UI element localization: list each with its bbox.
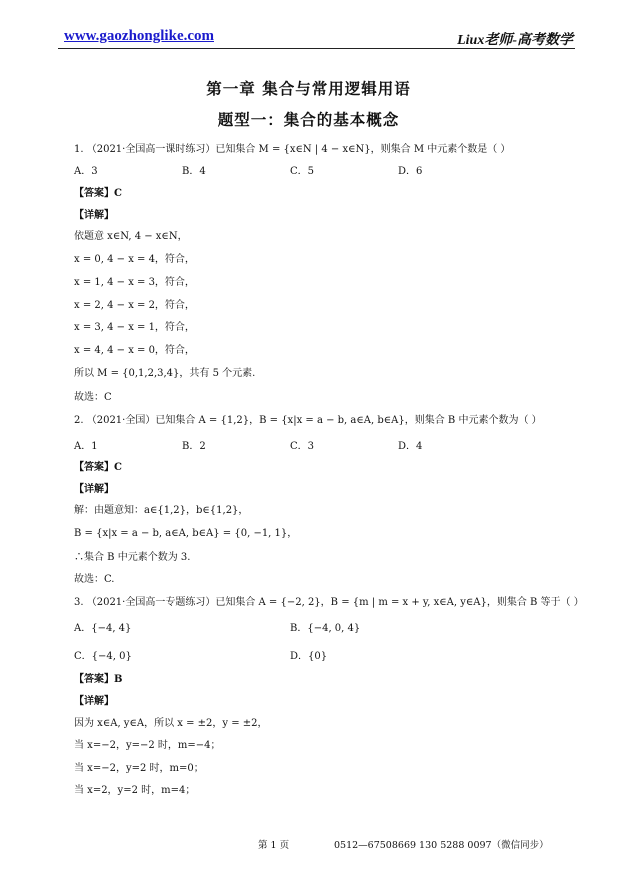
q3-line: 当 x=−2，y=−2 时，m=−4； <box>74 740 221 751</box>
q2-line: 解：由题意知：a∈{1,2}，b∈{1,2}， <box>74 505 249 516</box>
header-brand: Liux老师-高考数学 <box>457 33 573 48</box>
q3-answer: 【答案】B <box>74 674 123 685</box>
contact-phone: 0512—67508669 130 5288 0097（微信同步） <box>334 840 549 851</box>
q2-detail-label: 【详解】 <box>74 484 114 495</box>
q1-option-c: C．5 <box>290 166 315 177</box>
q3-stem: 3. （2021·全国高一专题练习）已知集合 A = {−2, 2}，B = {m | m = x + y, x∈A, y∈A}，则集合 B 等于（ ） <box>74 597 584 608</box>
q2-option-c: C．3 <box>290 441 315 452</box>
q3-option-d: D．{0} <box>290 651 328 662</box>
q3-option-c: C．{−4, 0} <box>74 651 132 662</box>
header-divider <box>58 48 575 49</box>
q2-answer: 【答案】C <box>74 462 122 473</box>
q2-line: ∴集合 B 中元素个数为 3. <box>74 552 191 563</box>
q2-line: 故选：C. <box>74 574 115 585</box>
chapter-title: 第一章 集合与常用逻辑用语 <box>206 80 411 98</box>
q1-line: 依题意 x∈N, 4 − x∈N， <box>74 231 188 242</box>
q3-detail-label: 【详解】 <box>74 696 114 707</box>
q3-line: 当 x=−2，y=2 时，m=0； <box>74 763 204 774</box>
q2-option-b: B．2 <box>182 441 206 452</box>
q1-line: x = 3, 4 − x = 1，符合， <box>74 322 195 333</box>
q1-line: 所以 M = {0,1,2,3,4}，共有 5 个元素. <box>74 368 256 379</box>
q3-option-b: B．{−4, 0, 4} <box>290 623 361 634</box>
q1-option-d: D．6 <box>398 166 423 177</box>
q3-option-a: A．{−4, 4} <box>74 623 132 634</box>
q2-option-d: D．4 <box>398 441 423 452</box>
section-title: 题型一：集合的基本概念 <box>217 111 400 129</box>
page-number: 第 1 页 <box>258 840 290 851</box>
q1-line: x = 1, 4 − x = 3，符合， <box>74 277 195 288</box>
q3-line: 因为 x∈A, y∈A，所以 x = ±2，y = ±2， <box>74 718 268 729</box>
q1-line: x = 2, 4 − x = 2，符合， <box>74 300 195 311</box>
q1-line: x = 0, 4 − x = 4，符合， <box>74 254 195 265</box>
site-link[interactable]: www.gaozhonglike.com <box>64 28 214 44</box>
q1-stem: 1. （2021·全国高一课时练习）已知集合 M = {x∈N | 4 − x∈N}，则集合 M 中元素个数是（ ） <box>74 144 511 155</box>
q2-stem: 2. （2021·全国）已知集合 A = {1,2}，B = {x|x = a − b, a∈A, b∈A}，则集合 B 中元素个数为（ ） <box>74 415 542 426</box>
q1-line: 故选：C <box>74 392 112 403</box>
q1-line: x = 4, 4 − x = 0，符合， <box>74 345 195 356</box>
q1-detail-label: 【详解】 <box>74 210 114 221</box>
q1-answer: 【答案】C <box>74 188 122 199</box>
q2-line: B = {x|x = a − b, a∈A, b∈A} = {0, −1, 1}， <box>74 528 298 539</box>
q2-option-a: A．1 <box>74 441 98 452</box>
q3-line: 当 x=2，y=2 时，m=4； <box>74 785 196 796</box>
q1-option-b: B．4 <box>182 166 206 177</box>
q1-option-a: A．3 <box>74 166 98 177</box>
